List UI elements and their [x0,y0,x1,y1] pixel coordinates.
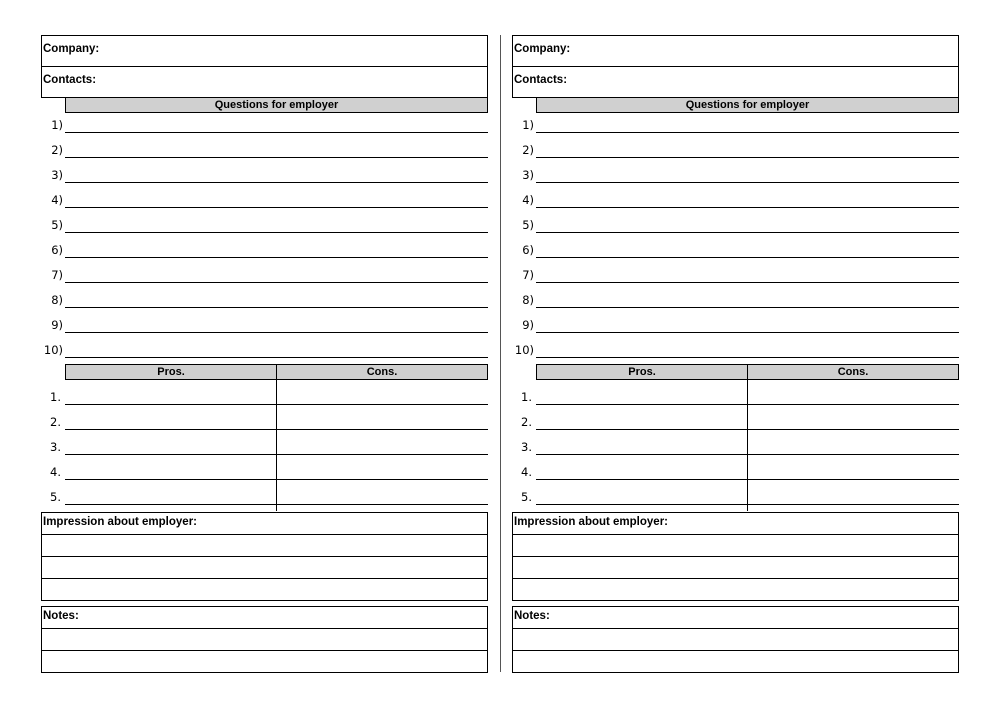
question-answer-line[interactable] [65,332,488,333]
pros-cons-number: 1. [521,390,532,404]
question-row[interactable] [512,293,959,318]
pros-cons-header [536,364,959,380]
question-row[interactable] [512,193,959,218]
pros-cons-line[interactable] [65,454,488,455]
pros-cons-line[interactable] [65,404,488,405]
question-number: 3) [522,168,534,182]
pros-cons-line[interactable] [536,429,959,430]
pros-cons-line[interactable] [536,504,959,505]
contacts-label: Contacts: [43,74,97,86]
question-number: 6) [51,243,63,257]
page-divider [500,35,501,672]
questions-header: Questions for employer [536,97,959,113]
notes-label: Notes: [514,610,550,622]
question-row[interactable] [41,243,488,268]
question-answer-line[interactable] [65,307,488,308]
pros-cons-number: 5. [50,490,61,504]
company-field[interactable] [513,36,958,67]
question-answer-line[interactable] [536,257,959,258]
notes-line[interactable] [42,651,487,672]
notes-section [41,606,488,673]
pros-cons-line[interactable] [65,504,488,505]
question-number: 3) [51,168,63,182]
impression-line[interactable] [513,579,958,600]
question-number: 2) [522,143,534,157]
pros-cons-number: 4. [521,465,532,479]
pros-cons-header [65,364,488,380]
question-row[interactable] [512,168,959,193]
question-number: 5) [51,218,63,232]
interview-form-left [41,0,488,707]
question-row[interactable] [512,118,959,143]
question-answer-line[interactable] [65,132,488,133]
question-number: 7) [522,268,534,282]
question-answer-line[interactable] [536,132,959,133]
pros-header: Pros. [628,366,656,378]
question-answer-line[interactable] [536,207,959,208]
pros-cons-line[interactable] [65,429,488,430]
question-answer-line[interactable] [536,157,959,158]
question-number: 10) [514,343,534,357]
pros-cons-row[interactable] [41,465,488,490]
notes-line[interactable] [513,629,958,651]
pros-cons-number: 5. [521,490,532,504]
question-answer-line[interactable] [536,332,959,333]
pros-cons-row[interactable] [41,440,488,465]
question-number: 10) [43,343,63,357]
question-number: 2) [51,143,63,157]
pros-cons-number: 2. [521,415,532,429]
question-number: 4) [522,193,534,207]
notes-line[interactable] [513,651,958,672]
question-answer-line[interactable] [536,307,959,308]
question-row[interactable] [41,318,488,343]
pros-cons-row[interactable] [512,390,959,415]
pros-cons-row[interactable] [512,415,959,440]
pros-cons-line[interactable] [536,454,959,455]
interview-form-right [512,0,959,707]
question-number: 8) [522,293,534,307]
question-answer-line[interactable] [536,357,959,358]
pros-cons-row[interactable] [512,440,959,465]
contacts-field[interactable] [42,67,487,97]
question-answer-line[interactable] [65,182,488,183]
impression-title-row[interactable] [42,513,487,535]
question-number: 1) [51,118,63,132]
pros-cons-row[interactable] [41,390,488,415]
question-row[interactable] [41,193,488,218]
pros-cons-row[interactable] [41,415,488,440]
question-row[interactable] [512,268,959,293]
question-number: 7) [51,268,63,282]
question-row[interactable] [512,218,959,243]
pros-cons-number: 4. [50,465,61,479]
pros-header: Pros. [157,366,185,378]
notes-title-row[interactable] [42,607,487,629]
notes-label: Notes: [43,610,79,622]
notes-section [512,606,959,673]
cons-header: Cons. [747,365,958,379]
pros-cons-number: 3. [521,440,532,454]
pros-cons-number: 3. [50,440,61,454]
pros-cons-number: 1. [50,390,61,404]
question-number: 1) [522,118,534,132]
questions-header: Questions for employer [65,97,488,113]
question-answer-line[interactable] [65,357,488,358]
impression-label: Impression about employer: [514,516,669,528]
question-row[interactable] [512,318,959,343]
question-answer-line[interactable] [65,282,488,283]
question-answer-line[interactable] [536,232,959,233]
company-contacts-box [41,35,488,98]
question-row[interactable] [41,218,488,243]
question-number: 4) [51,193,63,207]
question-number: 6) [522,243,534,257]
question-row[interactable] [41,293,488,318]
question-number: 9) [522,318,534,332]
question-row[interactable] [512,243,959,268]
question-row[interactable] [41,268,488,293]
question-row[interactable] [41,168,488,193]
question-row[interactable] [41,118,488,143]
question-answer-line[interactable] [65,157,488,158]
question-answer-line[interactable] [65,232,488,233]
question-answer-line[interactable] [536,282,959,283]
question-number: 8) [51,293,63,307]
impression-section [512,512,959,601]
pros-cons-number: 2. [50,415,61,429]
question-answer-line[interactable] [536,182,959,183]
notes-title-row[interactable] [513,607,958,629]
contacts-label: Contacts: [514,74,568,86]
company-field[interactable] [42,36,487,67]
pros-cons-line[interactable] [65,479,488,480]
cons-header: Cons. [276,365,487,379]
impression-line[interactable] [42,557,487,579]
company-label: Company: [514,43,571,55]
impression-line[interactable] [513,557,958,579]
question-row[interactable] [41,143,488,168]
impression-title-row[interactable] [513,513,958,535]
question-answer-line[interactable] [65,257,488,258]
contacts-field[interactable] [513,67,958,97]
pros-cons-line[interactable] [536,479,959,480]
question-number: 9) [51,318,63,332]
company-label: Company: [43,43,100,55]
impression-section [41,512,488,601]
impression-line[interactable] [42,579,487,600]
impression-label: Impression about employer: [43,516,198,528]
question-answer-line[interactable] [65,207,488,208]
notes-line[interactable] [42,629,487,651]
pros-cons-line[interactable] [536,404,959,405]
impression-line[interactable] [42,535,487,557]
pros-cons-row[interactable] [512,465,959,490]
question-number: 5) [522,218,534,232]
impression-line[interactable] [513,535,958,557]
company-contacts-box [512,35,959,98]
question-row[interactable] [512,143,959,168]
